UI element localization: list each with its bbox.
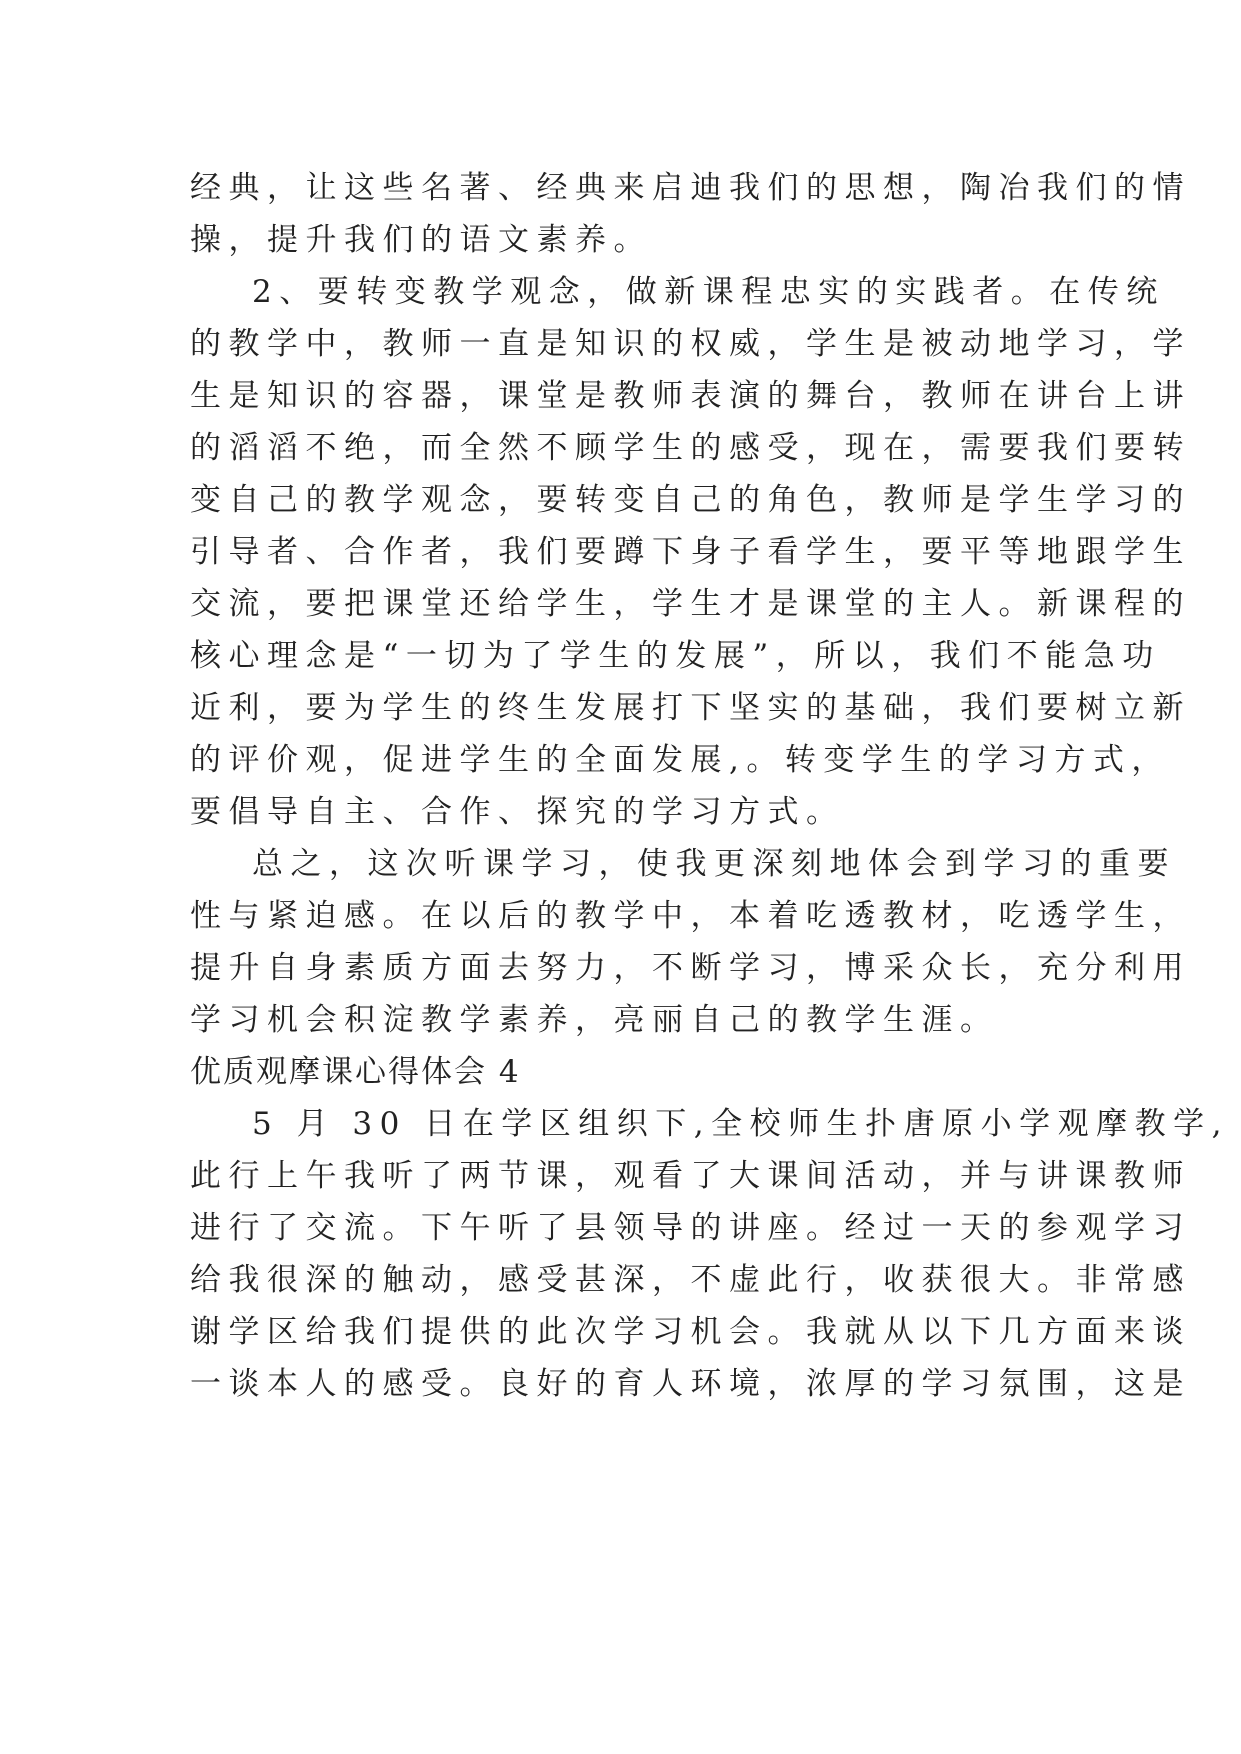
text-line: 5 月 30 日在学区组织下,全校师生扑唐原小学观摩教学,	[252, 1106, 1229, 1142]
text-line: 交流，要把课堂还给学生，学生才是课堂的主人。新课程的	[190, 586, 1191, 622]
text-line: 的滔滔不绝，而全然不顾学生的感受，现在，需要我们要转	[190, 430, 1191, 466]
text-line: 学习机会积淀教学素养，亮丽自己的教学生涯。	[190, 1002, 999, 1038]
text-line: 生是知识的容器，课堂是教师表演的舞台，教师在讲台上讲	[190, 378, 1191, 414]
text-line: 性与紧迫感。在以后的教学中，本着吃透教材，吃透学生，	[190, 898, 1191, 934]
text-line: 操，提升我们的语文素养。	[190, 222, 652, 258]
text-line: 经典，让这些名著、经典来启迪我们的思想，陶冶我们的情	[190, 170, 1191, 206]
text-line: 一谈本人的感受。良好的育人环境，浓厚的学习氛围，这是	[190, 1366, 1191, 1402]
text-line: 核心理念是“一切为了学生的发展”，所以，我们不能急功	[190, 638, 1161, 674]
text-line: 2、要转变教学观念，做新课程忠实的实践者。在传统	[252, 274, 1165, 310]
text-line: 引导者、合作者，我们要蹲下身子看学生，要平等地跟学生	[190, 534, 1191, 570]
text-line: 此行上午我听了两节课，观看了大课间活动，并与讲课教师	[190, 1158, 1191, 1194]
text-line: 的评价观，促进学生的全面发展,。转变学生的学习方式，	[190, 742, 1170, 778]
text-line: 的教学中，教师一直是知识的权威，学生是被动地学习，学	[190, 326, 1191, 362]
text-line: 变自己的教学观念，要转变自己的角色，教师是学生学习的	[190, 482, 1191, 518]
section-heading: 优质观摩课心得体会 4	[190, 1054, 521, 1090]
text-line: 近利，要为学生的终生发展打下坚实的基础，我们要树立新	[190, 690, 1191, 726]
text-line: 总之，这次听课学习，使我更深刻地体会到学习的重要	[252, 846, 1176, 882]
text-line: 进行了交流。下午听了县领导的讲座。经过一天的参观学习	[190, 1210, 1191, 1246]
text-line: 提升自身素质方面去努力，不断学习，博采众长，充分利用	[190, 950, 1191, 986]
text-line: 要倡导自主、合作、探究的学习方式。	[190, 794, 845, 830]
text-line: 谢学区给我们提供的此次学习机会。我就从以下几方面来谈	[190, 1314, 1191, 1350]
text-line: 给我很深的触动，感受甚深，不虚此行，收获很大。非常感	[190, 1262, 1191, 1298]
